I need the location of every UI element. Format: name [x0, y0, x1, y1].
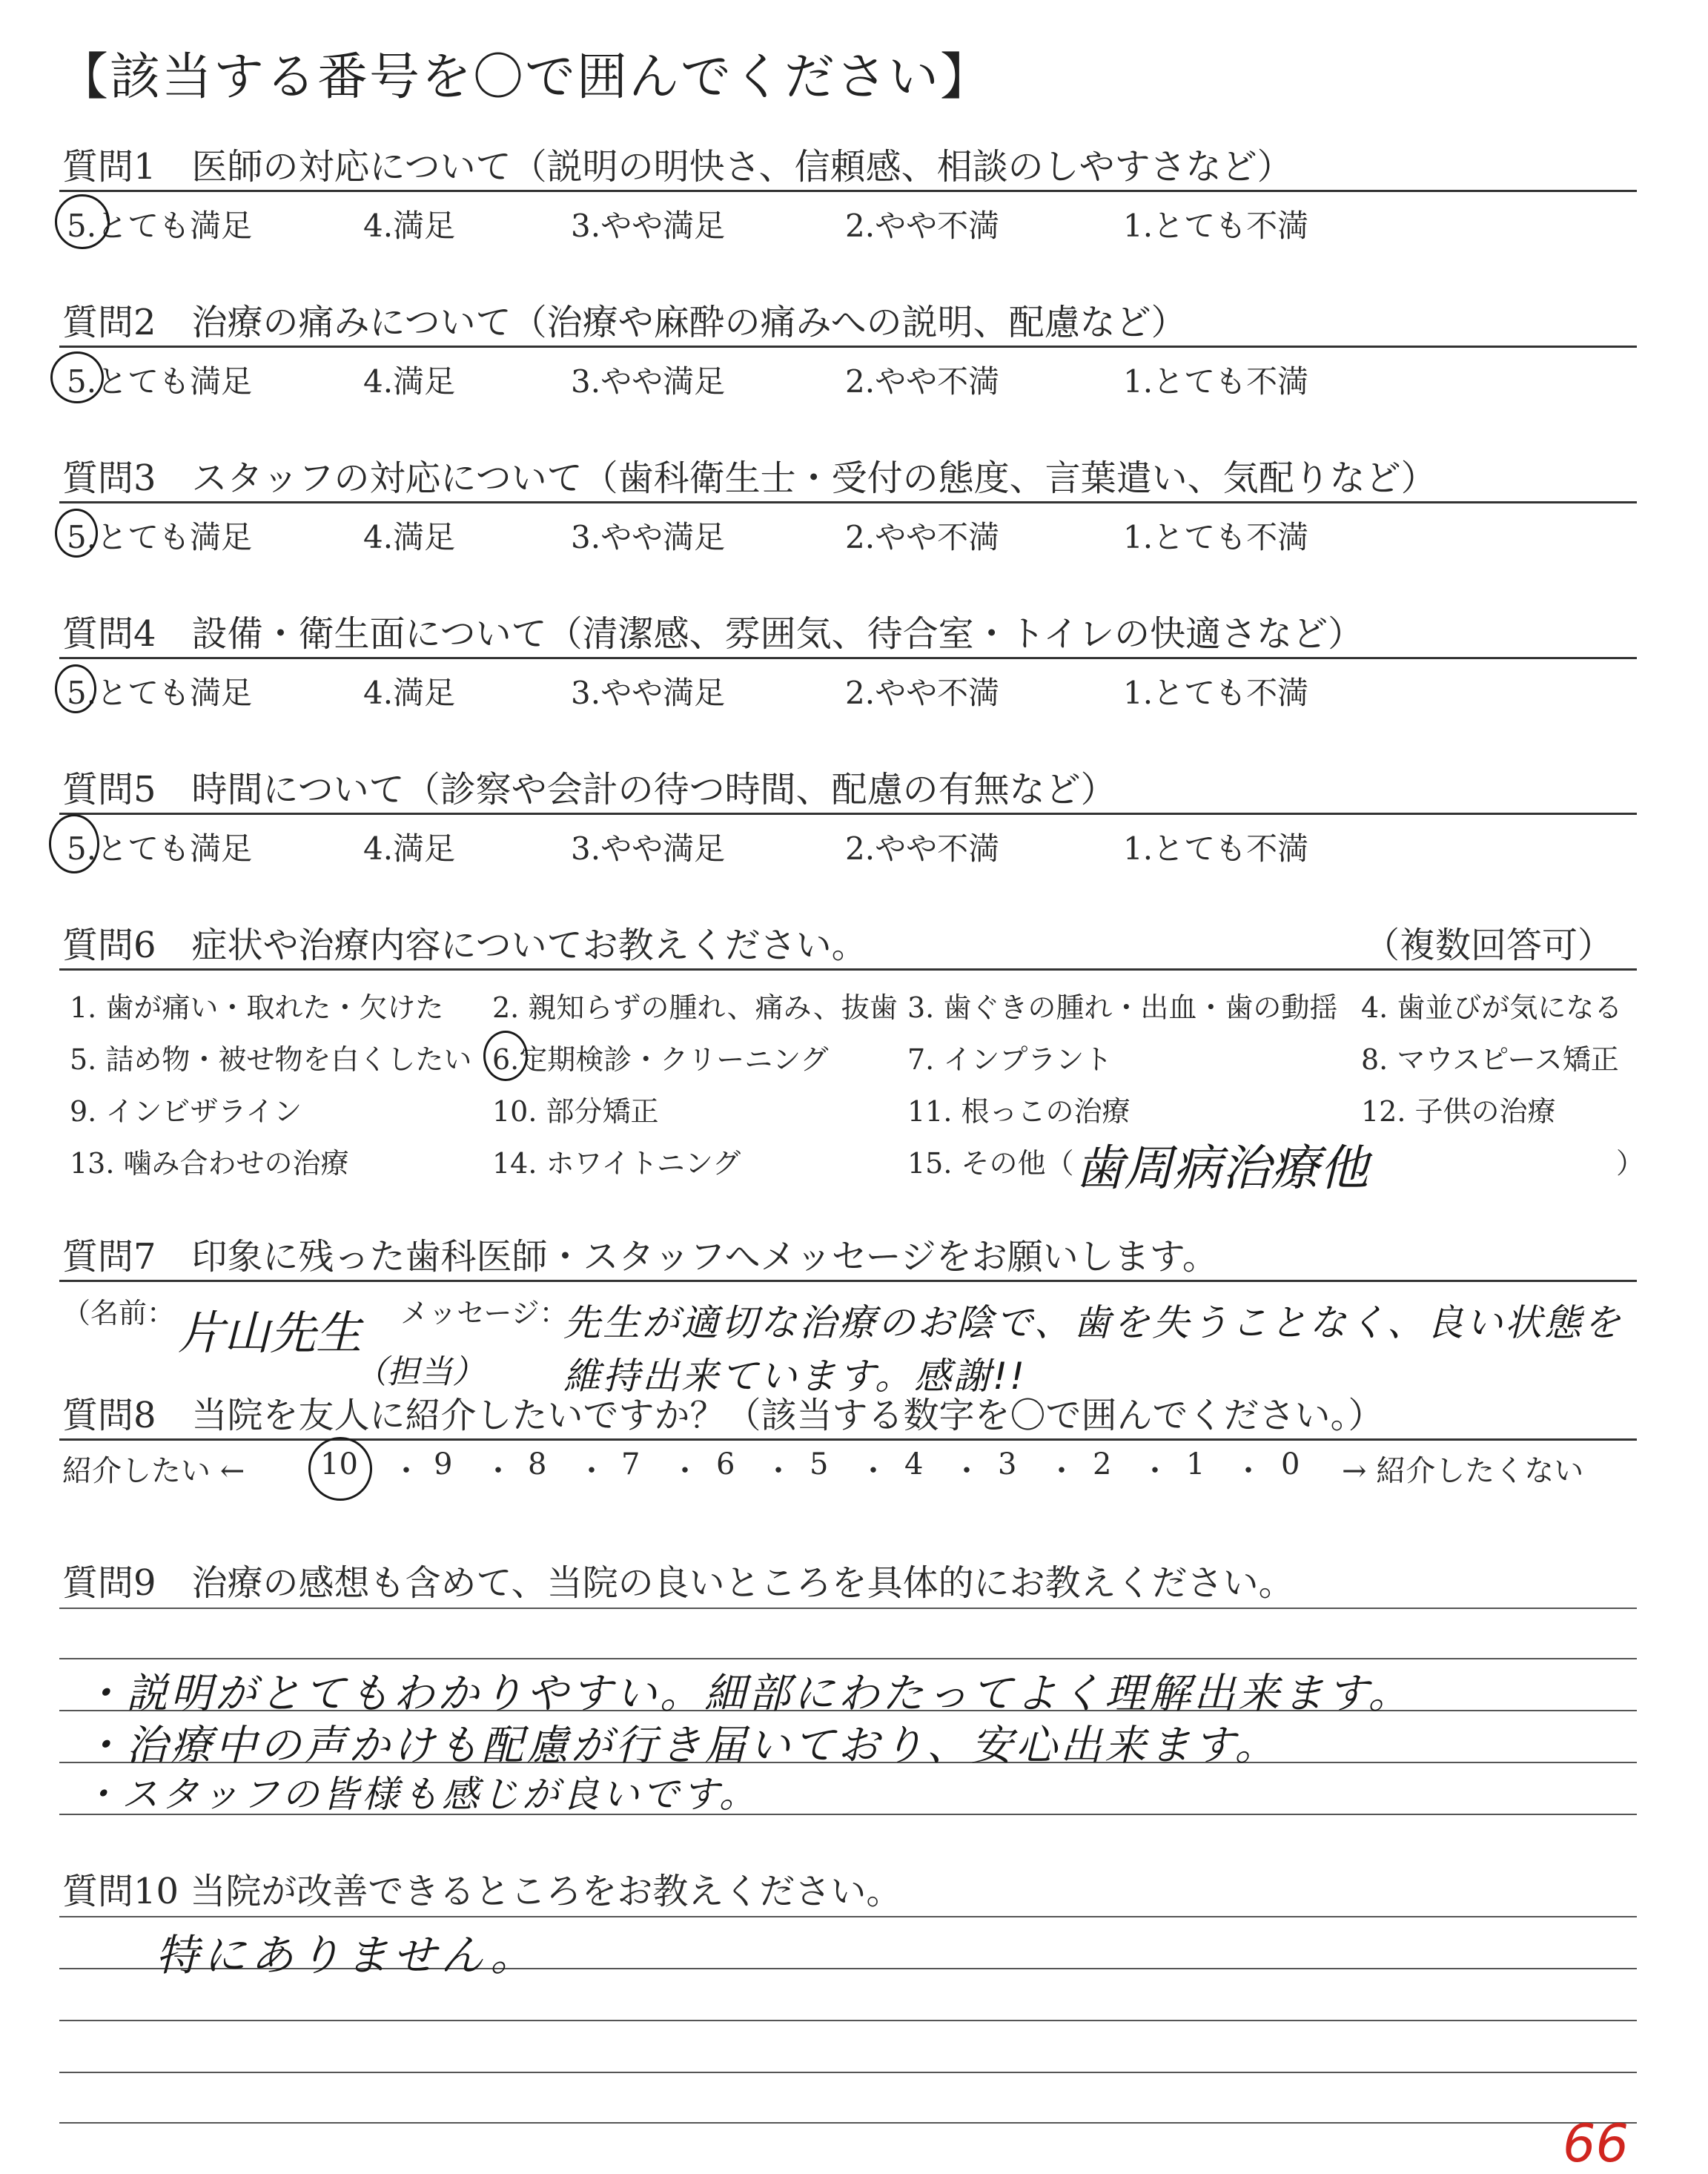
q1-option-3[interactable]: 3.やや満足	[571, 208, 726, 244]
scale-4[interactable]: 4	[904, 1447, 924, 1481]
q3-option-1[interactable]: 1.とても不満	[1123, 519, 1309, 555]
scale-dot: ・	[764, 1454, 793, 1488]
scale-6[interactable]: 6	[716, 1447, 735, 1481]
q1-option-4[interactable]: 4.満足	[363, 208, 456, 244]
scale-5[interactable]: 5	[810, 1447, 829, 1481]
q2-option-2[interactable]: 2.やや不満	[845, 363, 1000, 400]
q6-item-7[interactable]: 7. インプラント	[907, 1043, 1113, 1076]
message-line-2[interactable]: 維持出来ています。感謝!!	[563, 1355, 1027, 1398]
q6-item-9[interactable]: 9. インビザライン	[70, 1095, 302, 1128]
q9-answer-1[interactable]: ・説明がとてもわかりやすい。細部にわたってよく理解出来ます。	[82, 1670, 1413, 1718]
corner-mark: 66	[1563, 2113, 1629, 2174]
q6-item-6[interactable]: 6.定期検診・クリーニング	[492, 1043, 829, 1076]
q6-item-13[interactable]: 13. 噛み合わせの治療	[70, 1147, 349, 1180]
selection-circle	[55, 664, 96, 713]
selection-circle	[55, 509, 98, 558]
answer-line	[59, 2122, 1637, 2124]
q6-item-11[interactable]: 11. 根っこの治療	[907, 1095, 1131, 1128]
selection-circle	[308, 1437, 372, 1501]
q4-option-4[interactable]: 4.満足	[363, 675, 456, 711]
question-9-label: 質問9 治療の感想も含めて、当院の良いところを具体的にお教えください。	[62, 1562, 1294, 1604]
q3-option-4[interactable]: 4.満足	[363, 519, 456, 555]
q2-option-4[interactable]: 4.満足	[363, 363, 456, 400]
q6-item-14[interactable]: 14. ホワイトニング	[492, 1147, 741, 1180]
scale-1[interactable]: 1	[1186, 1447, 1205, 1481]
question-7-label: 質問7 印象に残った歯科医師・スタッフへメッセージをお願いします。	[62, 1236, 1218, 1278]
q6-item-2[interactable]: 2. 親知らずの腫れ、痛み、抜歯	[492, 991, 898, 1024]
name-note-handwritten: （担当）	[354, 1353, 485, 1391]
q1-option-5[interactable]: 5.とても満足	[67, 208, 253, 244]
q3-option-5[interactable]: 5.とても満足	[67, 519, 253, 555]
scale-9[interactable]: 9	[434, 1447, 453, 1481]
question-6-label: 質問6 症状や治療内容についてお教えください。	[62, 925, 867, 966]
q6-item-12[interactable]: 12. 子供の治療	[1361, 1095, 1556, 1128]
q10-answer[interactable]: 特にありません。	[156, 1930, 538, 1980]
q6-item-10[interactable]: 10. 部分矯正	[492, 1095, 659, 1128]
selection-circle	[55, 194, 110, 249]
scale-dot: ・	[483, 1454, 513, 1488]
q5-option-4[interactable]: 4.満足	[363, 830, 456, 867]
name-handwritten[interactable]: 片山先生	[178, 1306, 363, 1360]
q5-option-5[interactable]: 5.とても満足	[67, 830, 253, 867]
q6-item-4[interactable]: 4. 歯並びが気になる	[1361, 991, 1623, 1024]
multiple-answers-note: （複数回答可）	[1364, 925, 1614, 966]
divider	[59, 657, 1637, 659]
selection-circle	[50, 351, 104, 403]
page-title: 【該当する番号を〇で囲んでください】	[58, 48, 993, 107]
scale-7[interactable]: 7	[621, 1447, 640, 1481]
q4-option-1[interactable]: 1.とても不満	[1123, 675, 1309, 711]
divider	[59, 813, 1637, 815]
answer-line	[59, 1608, 1637, 1609]
q2-option-3[interactable]: 3.やや満足	[571, 363, 726, 400]
answer-line	[59, 2072, 1637, 2073]
q3-option-2[interactable]: 2.やや不満	[845, 519, 1000, 555]
q6-other-close-paren: ）	[1616, 1147, 1645, 1180]
scale-dot: ・	[391, 1454, 421, 1488]
divider	[59, 1438, 1637, 1441]
selection-circle	[483, 1031, 528, 1081]
q2-option-5[interactable]: 5.とても満足	[67, 363, 253, 400]
recommend-right-label: → 紹介したくない	[1342, 1454, 1584, 1488]
answer-line	[59, 1658, 1637, 1659]
q1-option-2[interactable]: 2.やや不満	[845, 208, 1000, 244]
question-1-label: 質問1 医師の対応について（説明の明快さ、信頼感、相談のしやすさなど）	[62, 146, 1293, 188]
scale-dot: ・	[1047, 1454, 1076, 1488]
q1-option-1[interactable]: 1.とても不満	[1123, 208, 1309, 244]
divider	[59, 190, 1637, 192]
answer-line	[59, 1916, 1637, 1917]
q6-item-15[interactable]: 15. その他（	[907, 1147, 1074, 1180]
scale-3[interactable]: 3	[998, 1447, 1017, 1481]
question-2-label: 質問2 治療の痛みについて（治療や麻酔の痛みへの説明、配慮など）	[62, 302, 1187, 343]
message-line-1[interactable]: 先生が適切な治療のお陰で、歯を失うことなく、良い状態を	[563, 1301, 1623, 1344]
question-4-label: 質問4 設備・衛生面について（清潔感、雰囲気、待合室・トイレの快適さなど）	[62, 613, 1364, 655]
scale-2[interactable]: 2	[1093, 1447, 1112, 1481]
question-8-label: 質問8 当院を友人に紹介したいですか？（該当する数字を〇で囲んでください。）	[62, 1395, 1384, 1436]
q6-item-8[interactable]: 8. マウスピース矯正	[1361, 1043, 1619, 1076]
q6-item-3[interactable]: 3. 歯ぐきの腫れ・出血・歯の動揺	[907, 991, 1338, 1024]
scale-dot: ・	[952, 1454, 982, 1488]
q9-answer-2[interactable]: ・治療中の声かけも配慮が行き届いており、安心出来ます。	[82, 1722, 1280, 1770]
q9-answer-3[interactable]: ・スタッフの皆様も感じが良いです。	[82, 1773, 759, 1816]
divider	[59, 346, 1637, 348]
q6-other-handwritten[interactable]: 歯周病治療他	[1075, 1140, 1368, 1197]
q5-option-1[interactable]: 1.とても不満	[1123, 830, 1309, 867]
q4-option-5[interactable]: 5.とても満足	[67, 675, 253, 711]
message-label: メッセージ：	[400, 1297, 568, 1329]
q6-item-5[interactable]: 5. 詰め物・被せ物を白くしたい	[70, 1043, 472, 1076]
q4-option-2[interactable]: 2.やや不満	[845, 675, 1000, 711]
q6-item-1[interactable]: 1. 歯が痛い・取れた・欠けた	[70, 991, 444, 1024]
scale-dot: ・	[1234, 1454, 1263, 1488]
divider	[59, 968, 1637, 971]
divider	[59, 501, 1637, 503]
question-3-label: 質問3 スタッフの対応について（歯科衛生士・受付の態度、言葉遣い、気配りなど）	[62, 457, 1437, 499]
scale-dot: ・	[1140, 1454, 1170, 1488]
question-10-label: 質問10 当院が改善できるところをお教えください。	[62, 1871, 902, 1912]
question-5-label: 質問5 時間について（診察や会計の待つ時間、配慮の有無など）	[62, 769, 1116, 810]
scale-8[interactable]: 8	[528, 1447, 547, 1481]
scale-10[interactable]: 10	[320, 1447, 358, 1481]
q4-option-3[interactable]: 3.やや満足	[571, 675, 726, 711]
q5-option-2[interactable]: 2.やや不満	[845, 830, 1000, 867]
recommend-left-label: 紹介したい ←	[62, 1454, 245, 1488]
q2-option-1[interactable]: 1.とても不満	[1123, 363, 1309, 400]
scale-dot: ・	[858, 1454, 888, 1488]
name-label: （名前：	[62, 1297, 176, 1329]
scale-0[interactable]: 0	[1281, 1447, 1300, 1481]
answer-line	[59, 2020, 1637, 2021]
selection-circle	[49, 814, 99, 873]
q5-option-3[interactable]: 3.やや満足	[571, 830, 726, 867]
divider	[59, 1280, 1637, 1282]
scale-dot: ・	[577, 1454, 606, 1488]
q3-option-3[interactable]: 3.やや満足	[571, 519, 726, 555]
scale-dot: ・	[670, 1454, 700, 1488]
